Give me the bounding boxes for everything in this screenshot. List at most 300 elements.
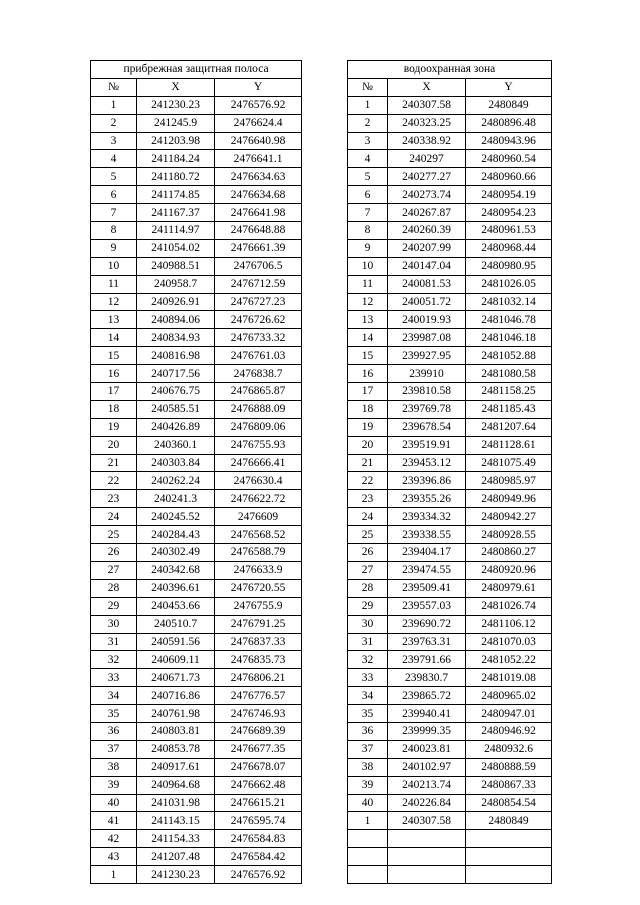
y-coordinate-cell: 2476595.74 [215,812,302,830]
y-coordinate-cell: 2480860.27 [466,544,552,562]
x-coordinate-cell: 241167.37 [137,204,215,222]
point-number-cell: 14 [348,329,388,347]
table-row [91,848,302,866]
point-number-cell: 30 [348,615,388,633]
x-coordinate-cell: 240958.7 [137,275,215,293]
x-coordinate-cell: 239810.58 [388,383,466,401]
x-coordinate-cell: 239791.66 [388,651,466,669]
x-coordinate-cell: 240717.56 [137,365,215,383]
point-number-cell: 20 [348,436,388,454]
point-number-cell: 21 [91,454,137,472]
table-row [348,669,552,687]
point-number-cell: 9 [348,239,388,257]
x-coordinate-cell: 240396.61 [137,579,215,597]
point-number-cell: 16 [91,365,137,383]
point-number-cell: 1 [91,96,137,114]
point-number-cell: 28 [348,579,388,597]
point-number-cell: 18 [348,400,388,418]
point-number-cell: 28 [91,579,137,597]
x-coordinate-cell: 240917.61 [137,758,215,776]
x-coordinate-cell: 240591.56 [137,633,215,651]
point-number-cell: 42 [91,830,137,848]
point-number-cell: 19 [91,418,137,436]
table-row [91,597,302,615]
point-number-cell: 31 [348,633,388,651]
table-row [91,132,302,150]
y-coordinate-cell: 2480960.66 [466,168,552,186]
point-number-cell: 35 [91,705,137,723]
table-row [348,365,552,383]
y-coordinate-cell: 2476576.92 [215,96,302,114]
point-number-cell: 35 [348,705,388,723]
x-coordinate-cell: 239999.35 [388,722,466,740]
y-coordinate-cell [466,848,552,866]
point-number-cell: 40 [91,794,137,812]
x-coordinate-cell: 239355.26 [388,490,466,508]
point-number-cell: 8 [91,222,137,240]
x-coordinate-cell: 240307.58 [388,96,466,114]
table-row [91,705,302,723]
table-row [348,633,552,651]
x-coordinate-cell: 240676.75 [137,383,215,401]
table-row [348,866,552,884]
y-coordinate-cell: 2476661.39 [215,239,302,257]
y-coordinate-cell: 2480849 [466,812,552,830]
x-coordinate-cell: 239509.41 [388,579,466,597]
table-row [91,615,302,633]
point-number-cell: 4 [348,150,388,168]
table-row [348,472,552,490]
table-header-row [348,78,552,96]
y-coordinate-cell: 2476755.9 [215,597,302,615]
y-coordinate-cell: 2480896.48 [466,114,552,132]
x-coordinate-cell: 239910 [388,365,466,383]
table-row [91,150,302,168]
y-coordinate-cell: 2480954.19 [466,186,552,204]
y-coordinate-cell: 2476746.93 [215,705,302,723]
x-coordinate-cell: 240273.74 [388,186,466,204]
table-row [91,651,302,669]
point-number-cell: 7 [91,204,137,222]
point-number-cell: 32 [91,651,137,669]
table-row [348,150,552,168]
y-coordinate-cell: 2476835.73 [215,651,302,669]
y-coordinate-cell: 2480965.02 [466,687,552,705]
table-row [91,776,302,794]
table-row [348,651,552,669]
table-row [348,383,552,401]
table-row [348,561,552,579]
y-coordinate-cell: 2476630.4 [215,472,302,490]
y-coordinate-cell: 2476584.83 [215,830,302,848]
table-row [91,561,302,579]
y-coordinate-cell: 2476568.52 [215,526,302,544]
y-coordinate-cell: 2476809.06 [215,418,302,436]
y-coordinate-cell: 2480888.59 [466,758,552,776]
table-row [348,347,552,365]
x-coordinate-cell [388,848,466,866]
y-coordinate-cell: 2476666.41 [215,454,302,472]
x-coordinate-cell: 239557.03 [388,597,466,615]
table-row [348,132,552,150]
coastal-protection-strip-table [90,60,302,884]
x-coordinate-cell: 240260.39 [388,222,466,240]
point-number-cell: 15 [348,347,388,365]
table-row [91,400,302,418]
point-number-cell: 36 [91,722,137,740]
x-coordinate-cell: 239769.78 [388,400,466,418]
x-coordinate-cell: 239519.91 [388,436,466,454]
table-row [91,311,302,329]
point-number-cell: 11 [348,275,388,293]
y-coordinate-cell [466,830,552,848]
x-coordinate-cell: 240453.66 [137,597,215,615]
table-row [91,418,302,436]
table-row [91,812,302,830]
x-coordinate-cell: 240360.1 [137,436,215,454]
table-row [91,329,302,347]
y-coordinate-cell: 2476712.59 [215,275,302,293]
x-coordinate-cell: 239690.72 [388,615,466,633]
y-coordinate-cell: 2476776.57 [215,687,302,705]
point-number-cell: 2 [91,114,137,132]
x-coordinate-cell: 239453.12 [388,454,466,472]
table-row [91,722,302,740]
table-row [91,222,302,240]
x-coordinate-cell: 240081.53 [388,275,466,293]
y-coordinate-cell: 2481046.78 [466,311,552,329]
table-row [91,830,302,848]
table-row [91,275,302,293]
table-row [91,544,302,562]
x-coordinate-cell: 240297 [388,150,466,168]
x-coordinate-cell: 240262.24 [137,472,215,490]
column-header-number: № [91,78,137,96]
point-number-cell: 25 [348,526,388,544]
x-coordinate-cell: 240761.98 [137,705,215,723]
y-coordinate-cell: 2476761.03 [215,347,302,365]
point-number-cell: 31 [91,633,137,651]
x-coordinate-cell: 240834.93 [137,329,215,347]
table-title: водоохранная зона [348,61,552,79]
y-coordinate-cell: 2481128.61 [466,436,552,454]
y-coordinate-cell: 2480932.6 [466,740,552,758]
point-number-cell: 10 [91,257,137,275]
point-number-cell: 38 [91,758,137,776]
x-coordinate-cell: 240023.81 [388,740,466,758]
x-coordinate-cell: 239404.17 [388,544,466,562]
point-number-cell: 15 [91,347,137,365]
table-header-row [91,78,302,96]
x-coordinate-cell: 239865.72 [388,687,466,705]
x-coordinate-cell: 240426.89 [137,418,215,436]
y-coordinate-cell: 2476615.21 [215,794,302,812]
table-row [348,722,552,740]
y-coordinate-cell: 2481046.18 [466,329,552,347]
table-row [348,186,552,204]
x-coordinate-cell: 240267.87 [388,204,466,222]
table-row [91,633,302,651]
point-number-cell: 16 [348,365,388,383]
point-number-cell: 27 [348,561,388,579]
point-number-cell: 26 [91,544,137,562]
y-coordinate-cell: 2481026.05 [466,275,552,293]
x-coordinate-cell: 240926.91 [137,293,215,311]
table-row [91,508,302,526]
table-row [91,579,302,597]
table-row [348,293,552,311]
table-row [348,204,552,222]
point-number-cell: 27 [91,561,137,579]
point-number-cell: 36 [348,722,388,740]
x-coordinate-cell: 240323.25 [388,114,466,132]
table-row [348,705,552,723]
y-coordinate-cell: 2481070.03 [466,633,552,651]
point-number-cell: 1 [91,866,137,884]
table-row [348,222,552,240]
point-number-cell: 17 [348,383,388,401]
x-coordinate-cell: 241174.85 [137,186,215,204]
point-number-cell: 14 [91,329,137,347]
x-coordinate-cell [388,830,466,848]
point-number-cell: 22 [91,472,137,490]
table-row [91,204,302,222]
table-row [348,615,552,633]
y-coordinate-cell: 2476662.48 [215,776,302,794]
point-number-cell [348,866,388,884]
y-coordinate-cell: 2480943.96 [466,132,552,150]
x-coordinate-cell: 239678.54 [388,418,466,436]
table-row [91,490,302,508]
table-row [348,96,552,114]
y-coordinate-cell: 2480920.96 [466,561,552,579]
point-number-cell: 1 [348,96,388,114]
point-number-cell: 29 [348,597,388,615]
x-coordinate-cell: 241180.72 [137,168,215,186]
x-coordinate-cell: 240853.78 [137,740,215,758]
point-number-cell: 23 [91,490,137,508]
table-row [91,114,302,132]
x-coordinate-cell: 240245.52 [137,508,215,526]
x-coordinate-cell: 239338.55 [388,526,466,544]
x-coordinate-cell: 239830.7 [388,669,466,687]
table-row [348,794,552,812]
y-coordinate-cell: 2480849 [466,96,552,114]
column-header-y: Y [466,78,552,96]
x-coordinate-cell: 241245.9 [137,114,215,132]
y-coordinate-cell: 2480961.53 [466,222,552,240]
y-coordinate-cell: 2481158.25 [466,383,552,401]
table-row [348,168,552,186]
x-coordinate-cell: 240609.11 [137,651,215,669]
table-title: прибрежная защитная полоса [91,61,302,79]
point-number-cell: 22 [348,472,388,490]
x-coordinate-cell: 240338.92 [388,132,466,150]
column-header-number: № [348,78,388,96]
point-number-cell: 25 [91,526,137,544]
table-row [348,329,552,347]
y-coordinate-cell: 2476634.63 [215,168,302,186]
x-coordinate-cell: 241143.15 [137,812,215,830]
table-row [348,848,552,866]
point-number-cell: 33 [348,669,388,687]
y-coordinate-cell: 2481106.12 [466,615,552,633]
table-row [91,454,302,472]
x-coordinate-cell: 241054.02 [137,239,215,257]
y-coordinate-cell: 2480949.96 [466,490,552,508]
point-number-cell: 21 [348,454,388,472]
y-coordinate-cell: 2476733.32 [215,329,302,347]
x-coordinate-cell: 240816.98 [137,347,215,365]
y-coordinate-cell: 2476640.98 [215,132,302,150]
y-coordinate-cell: 2481080.58 [466,365,552,383]
point-number-cell: 41 [91,812,137,830]
y-coordinate-cell: 2476837.33 [215,633,302,651]
x-coordinate-cell: 240988.51 [137,257,215,275]
y-coordinate-cell: 2481207.64 [466,418,552,436]
y-coordinate-cell: 2476648.88 [215,222,302,240]
y-coordinate-cell: 2476706.5 [215,257,302,275]
y-coordinate-cell: 2476576.92 [215,866,302,884]
x-coordinate-cell: 240964.68 [137,776,215,794]
x-coordinate-cell: 239474.55 [388,561,466,579]
x-coordinate-cell: 240241.3 [137,490,215,508]
x-coordinate-cell: 240019.93 [388,311,466,329]
table-row [348,812,552,830]
point-number-cell: 33 [91,669,137,687]
column-header-x: X [137,78,215,96]
table-row [348,239,552,257]
x-coordinate-cell: 241184.24 [137,150,215,168]
y-coordinate-cell: 2476838.7 [215,365,302,383]
table-row [91,436,302,454]
table-row [348,275,552,293]
table-row [91,740,302,758]
y-coordinate-cell: 2476806.21 [215,669,302,687]
x-coordinate-cell: 240051.72 [388,293,466,311]
y-coordinate-cell: 2480946.92 [466,722,552,740]
y-coordinate-cell: 2476641.1 [215,150,302,168]
x-coordinate-cell: 239940.41 [388,705,466,723]
y-coordinate-cell: 2476609 [215,508,302,526]
table-row [91,168,302,186]
x-coordinate-cell: 240716.86 [137,687,215,705]
y-coordinate-cell: 2480954.23 [466,204,552,222]
point-number-cell: 24 [91,508,137,526]
point-number-cell: 2 [348,114,388,132]
table-row [91,239,302,257]
point-number-cell: 8 [348,222,388,240]
y-coordinate-cell: 2481052.88 [466,347,552,365]
y-coordinate-cell: 2481019.08 [466,669,552,687]
table-row [91,365,302,383]
y-coordinate-cell: 2476624.4 [215,114,302,132]
table-row [348,579,552,597]
table-row [91,96,302,114]
point-number-cell: 3 [348,132,388,150]
y-coordinate-cell: 2476791.25 [215,615,302,633]
x-coordinate-cell: 241114.97 [137,222,215,240]
y-coordinate-cell: 2476641.98 [215,204,302,222]
table-row [348,544,552,562]
table-row [91,383,302,401]
column-header-x: X [388,78,466,96]
table-row [91,866,302,884]
point-number-cell: 43 [91,848,137,866]
table-row [91,687,302,705]
y-coordinate-cell: 2480928.55 [466,526,552,544]
x-coordinate-cell: 241207.48 [137,848,215,866]
y-coordinate-cell: 2476584.42 [215,848,302,866]
x-coordinate-cell: 240303.84 [137,454,215,472]
point-number-cell: 29 [91,597,137,615]
x-coordinate-cell: 241203.98 [137,132,215,150]
y-coordinate-cell: 2476622.72 [215,490,302,508]
point-number-cell: 5 [91,168,137,186]
table-row [348,418,552,436]
table-title-row [348,61,552,79]
point-number-cell: 4 [91,150,137,168]
point-number-cell: 1 [348,812,388,830]
point-number-cell: 37 [91,740,137,758]
point-number-cell: 6 [91,186,137,204]
x-coordinate-cell: 240102.97 [388,758,466,776]
y-coordinate-cell: 2480968.44 [466,239,552,257]
x-coordinate-cell: 241230.23 [137,866,215,884]
point-number-cell: 13 [91,311,137,329]
point-number-cell: 30 [91,615,137,633]
point-number-cell [348,848,388,866]
x-coordinate-cell: 241031.98 [137,794,215,812]
table-row [91,257,302,275]
y-coordinate-cell: 2480942.27 [466,508,552,526]
x-coordinate-cell: 240284.43 [137,526,215,544]
point-number-cell: 12 [91,293,137,311]
x-coordinate-cell: 239763.31 [388,633,466,651]
x-coordinate-cell: 240671.73 [137,669,215,687]
x-coordinate-cell: 240342.68 [137,561,215,579]
y-coordinate-cell: 2480867.33 [466,776,552,794]
table-row [348,508,552,526]
x-coordinate-cell: 239334.32 [388,508,466,526]
table-row [91,472,302,490]
point-number-cell: 23 [348,490,388,508]
y-coordinate-cell: 2481185.43 [466,400,552,418]
y-coordinate-cell: 2481052.22 [466,651,552,669]
point-number-cell: 38 [348,758,388,776]
table-row [348,257,552,275]
x-coordinate-cell: 239396.86 [388,472,466,490]
x-coordinate-cell: 240585.51 [137,400,215,418]
x-coordinate-cell [388,866,466,884]
point-number-cell: 34 [348,687,388,705]
x-coordinate-cell: 241230.23 [137,96,215,114]
point-number-cell: 18 [91,400,137,418]
point-number-cell: 32 [348,651,388,669]
table-row [91,347,302,365]
y-coordinate-cell: 2480980.95 [466,257,552,275]
y-coordinate-cell: 2476755.93 [215,436,302,454]
y-coordinate-cell: 2480947.01 [466,705,552,723]
y-coordinate-cell: 2476677.35 [215,740,302,758]
table-row [348,740,552,758]
y-coordinate-cell: 2480854.54 [466,794,552,812]
x-coordinate-cell: 239927.95 [388,347,466,365]
x-coordinate-cell: 241154.33 [137,830,215,848]
point-number-cell: 11 [91,275,137,293]
point-number-cell: 34 [91,687,137,705]
y-coordinate-cell: 2476888.09 [215,400,302,418]
